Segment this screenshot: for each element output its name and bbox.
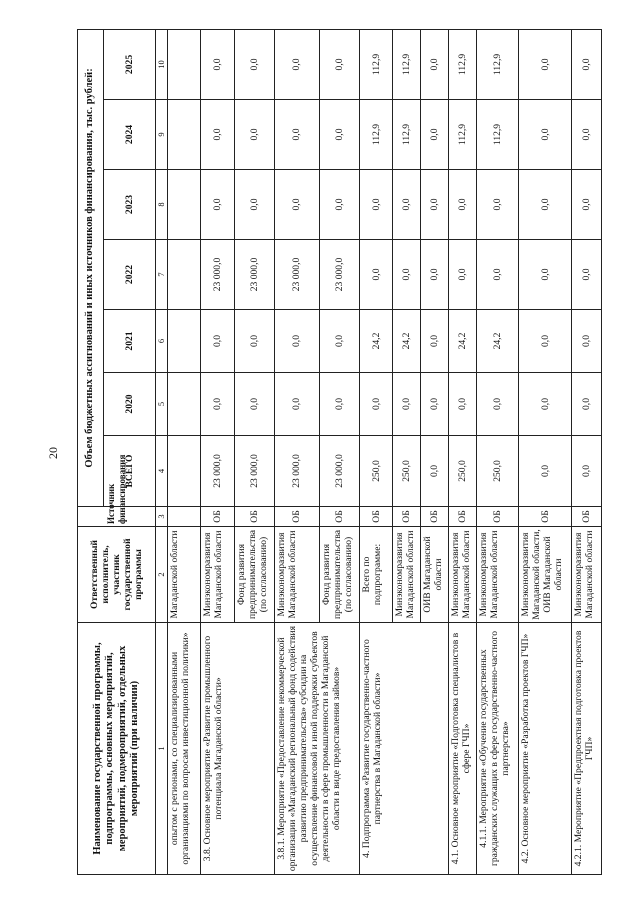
row-value: 0,0 [571,170,601,240]
row-value: 0,0 [421,240,449,310]
page-number: 20 [46,447,60,459]
header-year-2023: 2023 [104,170,156,240]
row-executor: Минэкономразвития Магаданской области [571,527,601,623]
row-executor: Фонд развития предпринимательства (по согласованию) [319,527,359,623]
row-value: 0,0 [275,373,320,436]
row-value: 0,0 [519,310,572,373]
row-value: 112,9 [477,100,519,170]
row-value: 0,0 [571,373,601,436]
column-index: 6 [156,310,168,373]
row-value: 0,0 [275,29,320,99]
table-row [449,29,477,874]
row-name: 4.1. Основное мероприятие «Подготовка специалистов в сфере ГЧП» [449,623,477,875]
row-source: ОБ [359,507,392,527]
column-index-row [156,29,168,874]
row-value: 112,9 [449,100,477,170]
row-value: 0,0 [319,310,359,373]
row-value: 0,0 [449,170,477,240]
row-value: 0,0 [201,100,234,170]
header-name: Наименование государственной программы, подпрограммы, основных мероприятий, мероприятий, подмероприятий, отдельных мероприятий (при наличии) [78,623,156,875]
row-executor: Минэкономразвития Магаданской области [393,527,421,623]
row-value: 0,0 [359,373,392,436]
header-year-2024: 2024 [104,100,156,170]
row-source: ОБ [519,507,572,527]
row-value: 112,9 [449,29,477,99]
header-source: Источник финансирования [78,507,156,527]
row-executor: Минэкономразвития Магаданской области [275,527,320,623]
row-value: 112,9 [393,100,421,170]
row-value: 23 000,0 [234,436,274,507]
header-executor: Ответственный исполнитель, участник государственной программы [78,527,156,623]
row-value: 23 000,0 [201,436,234,507]
row-name: 4.2.1. Мероприятие «Предпроектная подготовка проектов ГЧП» [571,623,601,875]
row-value: 24,2 [477,310,519,373]
row-source: ОБ [421,507,449,527]
row-source: ОБ [393,507,421,527]
table-row [201,29,234,874]
row-value: 0,0 [319,373,359,436]
row-name: 4. Подпрограмма «Развитие государственно-частного партнерства в Магаданской области» [359,623,448,875]
row-value: 0,0 [449,240,477,310]
row-executor: ОИВ Магаданской области [421,527,449,623]
row-value: 0,0 [519,436,572,507]
row-value: 0,0 [571,436,601,507]
row-value: 0,0 [571,240,601,310]
budget-table-sheet [77,30,602,875]
row-source [168,507,201,527]
column-index: 8 [156,170,168,240]
row-source: ОБ [201,507,234,527]
row-value [168,436,201,507]
row-value [168,170,201,240]
table-row [168,29,201,874]
row-value: 112,9 [477,29,519,99]
row-value: 0,0 [421,29,449,99]
row-executor: Фонд развития предпринимательства (по согласованию) [234,527,274,623]
row-value: 0,0 [519,170,572,240]
row-source: ОБ [449,507,477,527]
row-value: 0,0 [519,29,572,99]
row-value: 250,0 [477,436,519,507]
row-value: 24,2 [449,310,477,373]
row-source: ОБ [571,507,601,527]
row-value: 0,0 [421,373,449,436]
column-index: 10 [156,29,168,99]
column-index: 5 [156,373,168,436]
table-row [519,29,572,874]
row-value: 0,0 [319,100,359,170]
column-index: 1 [156,623,168,875]
row-value: 0,0 [421,310,449,373]
row-value: 0,0 [319,170,359,240]
row-value: 0,0 [571,29,601,99]
row-value [168,373,201,436]
column-index: 3 [156,507,168,527]
row-value: 0,0 [201,310,234,373]
row-value: 0,0 [477,170,519,240]
header-year-2022: 2022 [104,240,156,310]
row-value [168,29,201,99]
table-row [275,29,320,874]
table-row [571,29,601,874]
table-body [168,29,602,874]
row-value: 0,0 [393,373,421,436]
row-value: 0,0 [449,373,477,436]
row-value: 0,0 [234,310,274,373]
row-source: ОБ [234,507,274,527]
row-executor: Минэкономразвития Магаданской области, ОИВ Магаданской области [519,527,572,623]
row-source: ОБ [275,507,320,527]
row-value: 0,0 [359,170,392,240]
row-value: 0,0 [234,29,274,99]
row-executor: Минэкономразвития Магаданской области [201,527,234,623]
row-name: 4.1.1. Мероприятие «Обучение государственных гражданских служащих в сфере государственно-частного партнерства» [477,623,519,875]
row-value: 0,0 [393,240,421,310]
row-value: 24,2 [393,310,421,373]
row-value: 112,9 [393,29,421,99]
row-value [168,100,201,170]
table-row [477,29,519,874]
budget-table [77,29,602,875]
row-value: 250,0 [449,436,477,507]
row-value: 0,0 [275,170,320,240]
row-value: 0,0 [319,29,359,99]
row-value: 0,0 [234,373,274,436]
column-index: 2 [156,527,168,623]
row-executor: Минэкономразвития Магаданской области [477,527,519,623]
row-source: ОБ [319,507,359,527]
row-value [168,240,201,310]
column-index: 9 [156,100,168,170]
row-value: 0,0 [477,373,519,436]
row-executor: Минэкономразвития Магаданской области [449,527,477,623]
row-value: 23 000,0 [319,240,359,310]
row-value: 0,0 [393,170,421,240]
row-value: 0,0 [234,170,274,240]
row-value: 0,0 [201,170,234,240]
header-year-total: ВСЕГО [104,436,156,507]
row-value: 0,0 [519,240,572,310]
row-name: 4.2. Основное мероприятие «Разработка проектов ГЧП» [519,623,572,875]
row-value: 0,0 [275,310,320,373]
row-value: 23 000,0 [275,240,320,310]
row-value: 0,0 [275,100,320,170]
row-name: 3.8.1. Мероприятие «Предоставление некоммерческой организации «Магаданский региональный фонд содействия развитию предпринимательства» субсидии на осуществление финансовой и иной поддержки субъектов деятельности в сфере промышленности в Магаданской области в виде предоставления займов» [275,623,360,875]
row-value: 0,0 [571,100,601,170]
row-value [168,310,201,373]
row-value: 0,0 [421,100,449,170]
row-value: 0,0 [421,436,449,507]
row-value: 112,9 [359,29,392,99]
row-value: 23 000,0 [201,240,234,310]
header-year-2021: 2021 [104,310,156,373]
row-source: ОБ [477,507,519,527]
row-value: 0,0 [519,373,572,436]
row-value: 250,0 [359,436,392,507]
row-name: опытом с регионами, со специализированными организациями по вопросам инвестиционной политики» [168,623,201,875]
row-value: 0,0 [234,100,274,170]
row-name: 3.8. Основное мероприятие «Развитие промышленного потенциала Магаданской области» [201,623,275,875]
row-executor: Магаданской области [168,527,201,623]
header-year-2020: 2020 [104,373,156,436]
row-value: 0,0 [201,29,234,99]
row-value: 250,0 [393,436,421,507]
row-value: 0,0 [201,373,234,436]
row-value: 0,0 [519,100,572,170]
row-value: 0,0 [359,240,392,310]
header-funding: Объем бюджетных ассигнований и иных источников финансирования, тыс. рублей: [78,29,104,506]
row-value: 24,2 [359,310,392,373]
row-value: 0,0 [477,240,519,310]
column-index: 4 [156,436,168,507]
row-value: 23 000,0 [234,240,274,310]
row-executor: Всего по подпрограмме: [359,527,392,623]
row-value: 23 000,0 [319,436,359,507]
row-value: 112,9 [359,100,392,170]
header-year-2025: 2025 [104,29,156,99]
row-value: 0,0 [571,310,601,373]
column-index: 7 [156,240,168,310]
row-value: 0,0 [421,170,449,240]
row-value: 23 000,0 [275,436,320,507]
table-row [359,29,392,874]
